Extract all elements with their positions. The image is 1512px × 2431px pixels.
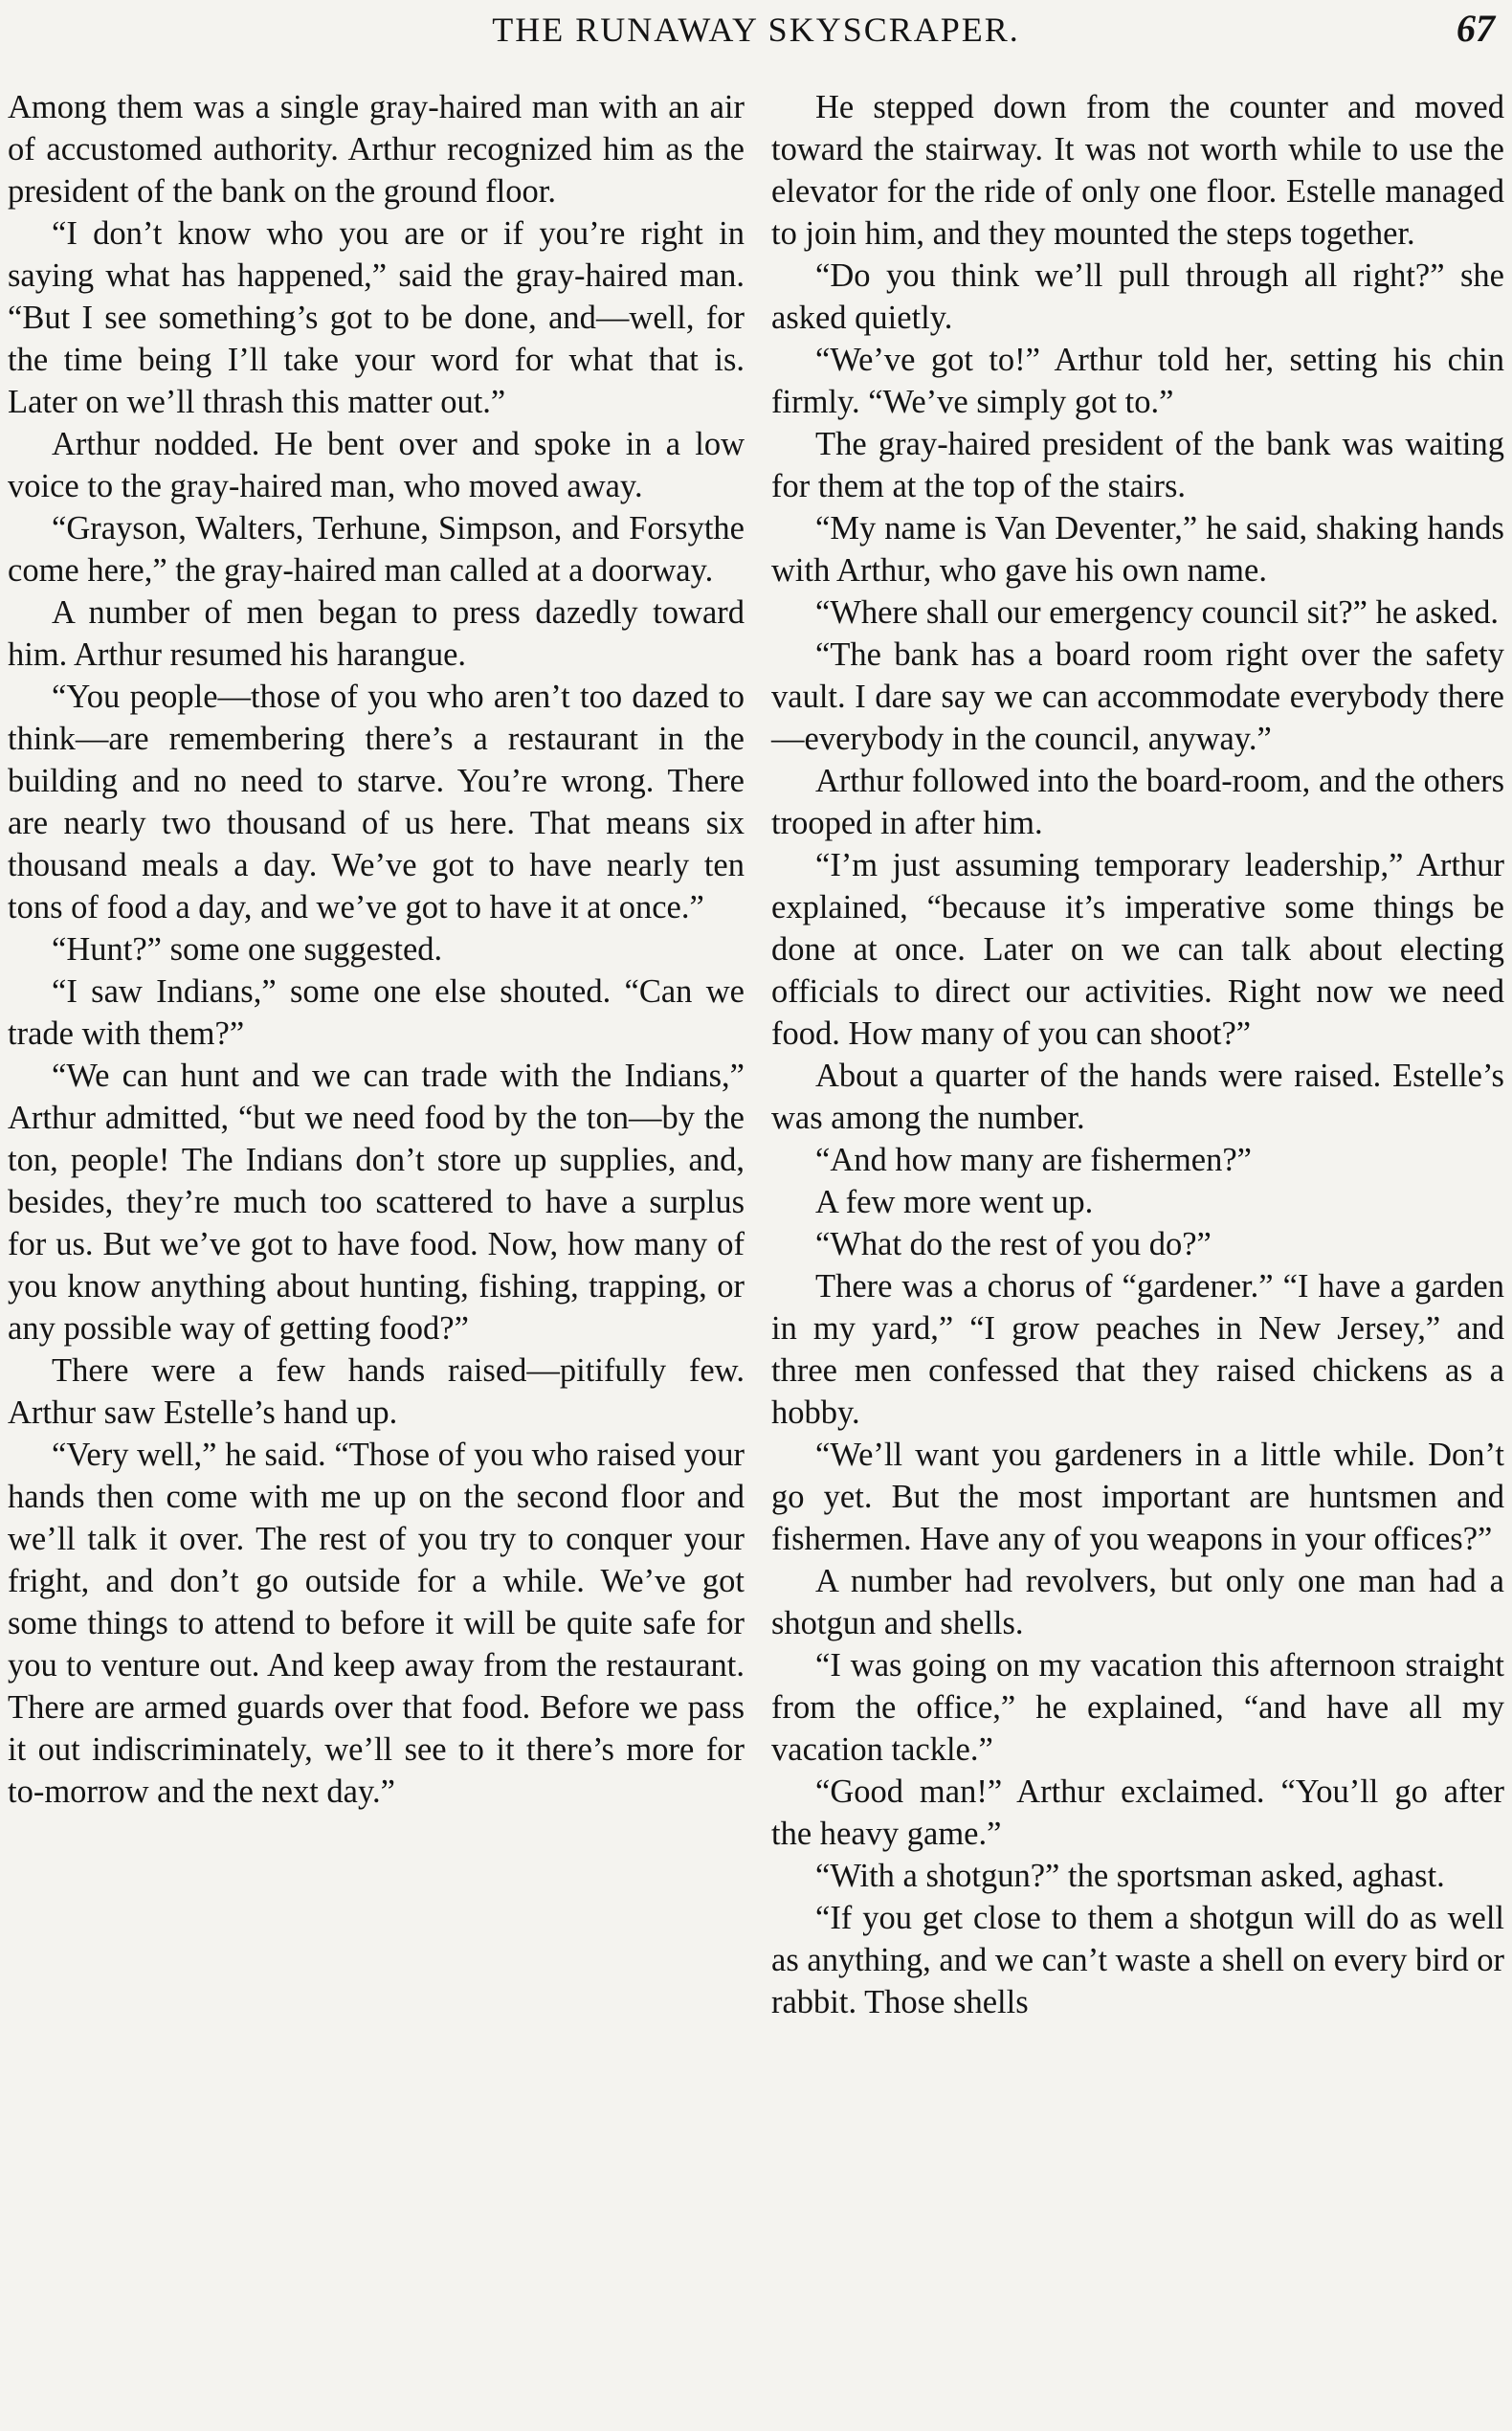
paragraph: “Do you think we’ll pull through all right?” she asked quietly. — [771, 257, 1504, 336]
paragraph: “Good man!” Arthur exclaimed. “You’ll go after the heavy game.” — [771, 1773, 1504, 1852]
right-column — [771, 86, 1504, 2023]
paragraph: There were a few hands raised—pitifully few. Arthur saw Estelle’s hand up. — [8, 1352, 745, 1431]
paragraph: “We’ll want you gardeners in a little while. Don’t go yet. But the most important are huntsmen and fishermen. Have any of you weapons in your offices?” — [771, 1437, 1504, 1557]
paragraph: The gray-haired president of the bank was waiting for them at the top of the stairs. — [771, 426, 1504, 504]
paragraph: “If you get close to them a shotgun will do as well as anything, and we can’t waste a shell on every bird or rabbit. Those shells — [771, 1900, 1504, 2020]
paragraph: “I was going on my vacation this afternoon straight from the office,” he explained, “and have all my vacation tackle.” — [771, 1647, 1504, 1768]
paragraph: “Hunt?” some one suggested. — [52, 931, 443, 968]
page-number: 67 — [1456, 7, 1495, 50]
paragraph: “We’ve got to!” Arthur told her, setting his chin firmly. “We’ve simply got to.” — [771, 342, 1504, 420]
paragraph: “My name is Van Deventer,” he said, shaking hands with Arthur, who gave his own name. — [771, 510, 1504, 589]
paragraph: “I’m just assuming temporary leadership,” Arthur explained, “because it’s imperative some things be done at once. Later on we can talk about electing officials to direct our activities. Right now we need food. How many of you can shoot?” — [771, 847, 1504, 1052]
paragraph: Arthur nodded. He bent over and spoke in a low voice to the gray-haired man, who moved away. — [8, 426, 745, 504]
paragraph: Among them was a single gray-haired man with an air of accustomed authority. Arthur recognized him as the president of the bank on the ground floor. — [8, 89, 745, 210]
paragraph: “You people—those of you who aren’t too dazed to think—are remembering there’s a restaurant in the building and no need to starve. You’re wrong. There are nearly two thousand of us here. That means six thousand meals a day. We’ve got to have nearly ten tons of food a day, and we’ve got to have it at once.” — [8, 679, 745, 926]
paragraph: A few more went up. — [815, 1184, 1094, 1220]
paragraph: “With a shotgun?” the sportsman asked, aghast. — [815, 1858, 1445, 1894]
paragraph: He stepped down from the counter and moved toward the stairway. It was not worth while to use the elevator for the ride of only one floor. Estelle managed to join him, and they mounted the steps together. — [771, 89, 1504, 252]
paragraph: “I don’t know who you are or if you’re right in saying what has happened,” said the gray-haired man. “But I see something’s got to be done, and—well, for the time being I’ll take your word for what that is. Later on we’ll thrash this matter out.” — [8, 215, 745, 420]
paragraph: “Where shall our emergency council sit?” he asked. — [815, 594, 1499, 631]
left-column — [8, 86, 745, 1813]
paragraph: A number of men began to press dazedly toward him. Arthur resumed his harangue. — [8, 594, 745, 673]
paragraph: A number had revolvers, but only one man had a shotgun and shells. — [771, 1563, 1504, 1641]
paragraph: “The bank has a board room right over the safety vault. I dare say we can accommodate everybody there—everybody in the council, anyway.” — [771, 636, 1504, 757]
paragraph: “What do the rest of you do?” — [815, 1226, 1212, 1262]
running-title: THE RUNAWAY SKYSCRAPER. — [492, 11, 1020, 49]
paragraph: Arthur followed into the board-room, and the others trooped in after him. — [771, 763, 1504, 841]
paragraph: There was a chorus of “gardener.” “I have a garden in my yard,” “I grow peaches in New Jersey,” and three men confessed that they raised chickens as a hobby. — [771, 1268, 1504, 1431]
paragraph: “Grayson, Walters, Terhune, Simpson, and Forsythe come here,” the gray-haired man called at a doorway. — [8, 510, 745, 589]
running-head — [0, 4, 1512, 61]
paragraph: “We can hunt and we can trade with the Indians,” Arthur admitted, “but we need food by the ton—by the ton, people! The Indians don’t store up supplies, and, besides, they’re much too scattered to have a surplus for us. But we’ve got to have food. Now, how many of you know anything about hunting, fishing, trapping, or any possible way of getting food?” — [8, 1058, 745, 1347]
paragraph: “And how many are fishermen?” — [815, 1142, 1252, 1178]
paragraph: “I saw Indians,” some one else shouted. “Can we trade with them?” — [8, 973, 745, 1052]
paragraph: “Very well,” he said. “Those of you who raised your hands then come with me up on the second floor and we’ll talk it over. The rest of you try to conquer your fright, and don’t go outside for a while. We’ve got some things to attend to before it will be quite safe for you to venture out. And keep away from the restaurant. There are armed guards over that food. Before we pass it out indiscriminately, we’ll see to it there’s more for to-morrow and the next day.” — [8, 1437, 745, 1810]
paragraph: About a quarter of the hands were raised. Estelle’s was among the number. — [771, 1058, 1504, 1136]
